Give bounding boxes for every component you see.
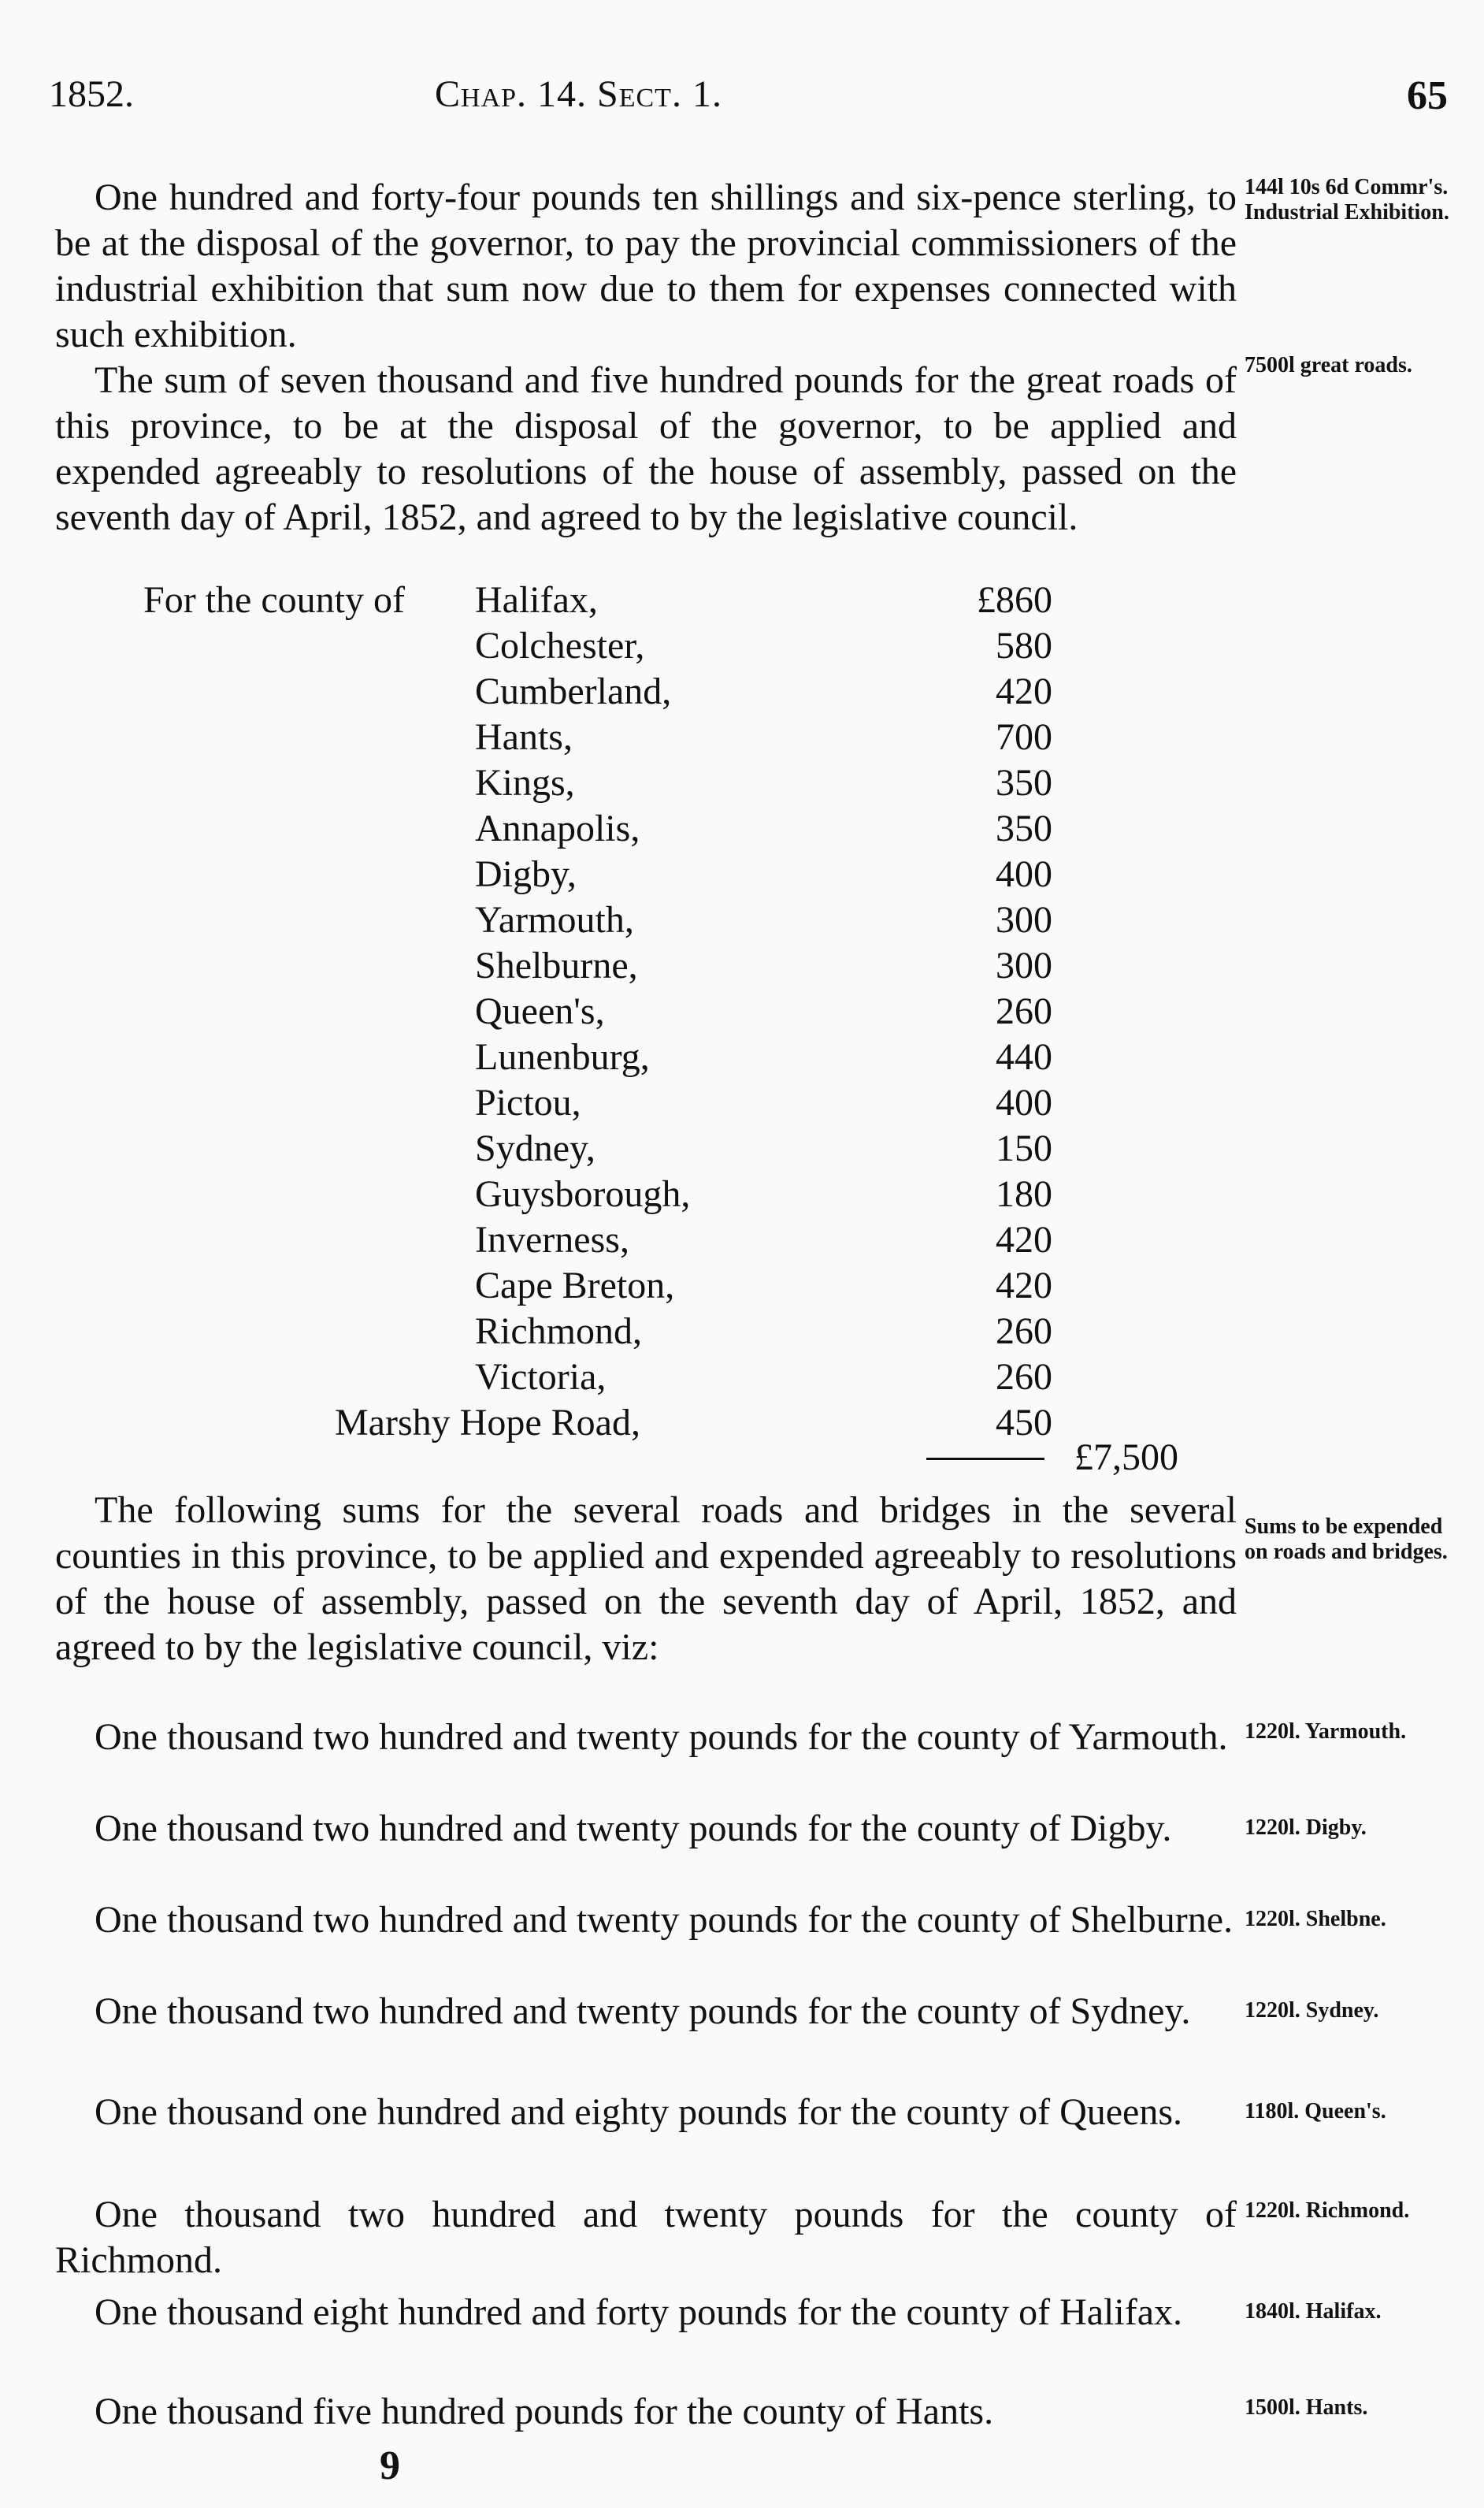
table-row <box>0 1172 1484 1218</box>
road-amount: 350 <box>996 762 1052 804</box>
road-name: Kings, <box>475 762 575 804</box>
table-row <box>0 761 1484 807</box>
county-sum-richmond: One thousand two hundred and twenty pounds for the county of Richmond. <box>55 2194 1237 2281</box>
county-sum-shelburne: One thousand two hundred and twenty pounds for the county of Shelburne. <box>95 1899 1234 1941</box>
margin-note-halifax: 1840l. Halifax. <box>1245 2299 1382 2324</box>
road-name: Cumberland, <box>475 671 672 712</box>
page-header <box>49 72 1448 120</box>
margin-note-sydney: 1220l. Sydney. <box>1245 1998 1379 2023</box>
road-name: Sydney, <box>475 1128 595 1169</box>
road-name: Pictou, <box>475 1082 581 1124</box>
margin-note-roads-bridges: Sums to be expended on roads and bridges. <box>1245 1514 1448 1564</box>
page-number: 65 <box>1407 73 1448 118</box>
road-amount: 400 <box>996 853 1052 895</box>
road-name: Marshy Hope Road, <box>335 1402 640 1443</box>
road-amount: 700 <box>996 716 1052 758</box>
header-year: 1852. <box>49 73 134 115</box>
table-row <box>0 1081 1484 1127</box>
road-name: Annapolis, <box>475 808 640 849</box>
table-row <box>0 807 1484 853</box>
table-row <box>0 853 1484 898</box>
table-row <box>0 715 1484 761</box>
road-amount: 420 <box>996 671 1052 712</box>
margin-note-queens: 1180l. Queen's. <box>1245 2099 1386 2123</box>
table-row <box>0 1355 1484 1401</box>
paragraph-great-roads: The sum of seven thousand and five hundred pounds for the great roads of this province, to be at the disposal of the governor, to be applied and expended agreeably to resolutions of the house of assembly, passed on the seventh day of April, 1852, and agreed to by the legislative council. <box>55 359 1237 538</box>
margin-note-richmond: 1220l. Richmond. <box>1245 2198 1410 2223</box>
road-name: Richmond, <box>475 1310 642 1352</box>
table-row <box>0 1218 1484 1264</box>
road-prefix: For the county of <box>143 579 405 621</box>
table-row <box>0 1401 1484 1447</box>
road-amount: 180 <box>996 1173 1052 1215</box>
road-amount: 260 <box>996 1356 1052 1398</box>
table-row <box>0 898 1484 944</box>
county-sum-hants: One thousand five hundred pounds for the county of Hants. <box>95 2391 994 2432</box>
table-row <box>0 578 1484 624</box>
county-sum-halifax: One thousand eight hundred and forty pounds for the county of Halifax. <box>95 2291 1183 2333</box>
road-total: £7,500 <box>1074 1436 1178 1478</box>
margin-note-digby: 1220l. Digby. <box>1245 1815 1367 1840</box>
signature-mark: 9 <box>380 2443 400 2488</box>
table-row <box>0 624 1484 670</box>
county-sum-digby: One thousand two hundred and twenty pounds for the county of Digby. <box>95 1808 1172 1849</box>
road-amount: 300 <box>996 899 1052 941</box>
county-sum-yarmouth: One thousand two hundred and twenty pounds for the county of Yarmouth. <box>95 1716 1228 1758</box>
road-name: Queen's, <box>475 990 605 1032</box>
county-sum-queens: One thousand one hundred and eighty pounds for the county of Queens. <box>95 2091 1183 2133</box>
margin-note-great-roads: 7500l great roads. <box>1245 353 1412 377</box>
road-amount: 150 <box>996 1128 1052 1169</box>
road-amount: 450 <box>996 1402 1052 1443</box>
road-name: Digby, <box>475 853 577 895</box>
road-amount: 260 <box>996 1310 1052 1352</box>
road-name: Yarmouth, <box>475 899 634 941</box>
road-name: Lunenburg, <box>475 1036 650 1078</box>
margin-note-yarmouth: 1220l. Yarmouth. <box>1245 1719 1407 1744</box>
table-row <box>0 944 1484 990</box>
road-name: Inverness, <box>475 1219 629 1261</box>
road-name: Hants, <box>475 716 573 758</box>
road-amount: 420 <box>996 1219 1052 1261</box>
county-sum-sydney: One thousand two hundred and twenty pounds for the county of Sydney. <box>95 1990 1191 2032</box>
table-row <box>0 1127 1484 1172</box>
road-amount: 580 <box>996 625 1052 667</box>
road-name: Cape Breton, <box>475 1265 675 1306</box>
header-chapter: Chap. 14. Sect. 1. <box>435 73 722 115</box>
road-amount: 420 <box>996 1265 1052 1306</box>
road-name: Guysborough, <box>475 1173 691 1215</box>
road-name: Victoria, <box>475 1356 607 1398</box>
table-row <box>0 990 1484 1035</box>
table-row <box>0 1310 1484 1355</box>
paragraph-roads-bridges: The following sums for the several roads and bridges in the several counties in this province, to be applied and expended agreeably to resolutions of the house of assembly, passed on the seventh day of April, 1852, and agreed to by the legislative council, viz: <box>55 1489 1237 1668</box>
table-row <box>0 1264 1484 1310</box>
road-name: Colchester, <box>475 625 645 667</box>
road-amount: 400 <box>996 1082 1052 1124</box>
total-rule <box>926 1458 1044 1460</box>
margin-note-shelburne: 1220l. Shelbne. <box>1245 1907 1386 1931</box>
road-name: Halifax, <box>475 579 598 621</box>
road-name: Shelburne, <box>475 945 638 986</box>
road-amount: 260 <box>996 990 1052 1032</box>
road-amount: 440 <box>996 1036 1052 1078</box>
margin-note-exhibition: 144l 10s 6d Commr's. Industrial Exhibition. <box>1245 175 1449 225</box>
table-row <box>0 1035 1484 1081</box>
road-amount: 350 <box>996 808 1052 849</box>
margin-note-hants: 1500l. Hants. <box>1245 2395 1368 2420</box>
paragraph-exhibition: One hundred and forty-four pounds ten shillings and six-pence sterling, to be at the disposal of the governor, to pay the provincial commissioners of the industrial exhibition that sum now due to them for expenses connected with such exhibition. <box>55 176 1237 355</box>
road-amount: £860 <box>977 579 1052 621</box>
road-amount: 300 <box>996 945 1052 986</box>
table-row <box>0 670 1484 715</box>
